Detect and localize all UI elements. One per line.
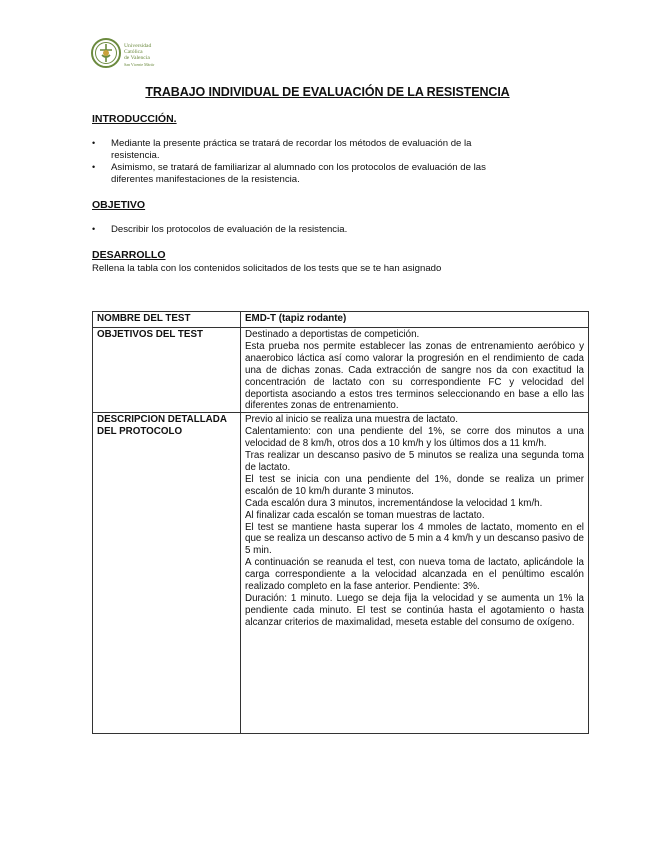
cell-paragraph: Cada escalón dura 3 minutos, incrementándose la velocidad 1 km/h.	[245, 497, 543, 509]
logo-line: San Vicente Mártir	[124, 61, 155, 67]
cell-paragraph: A continuación se reanuda el test, con nueva toma de lactato, aplicándole la carga correspondiente a la velocidad alcanzada en el penúltimo escalón realizado completo en la fase anterior. Pendiente: 3%.	[245, 557, 584, 593]
row-label: OBJETIVOS DEL TEST	[93, 328, 241, 413]
bullet-text-line: Asimismo, se tratará de familiarizar al alumnado con los protocolos de evaluación de las	[111, 162, 486, 173]
bullet-icon: •	[92, 162, 96, 172]
objective-bullet: Describir los protocolos de evaluación de la resistencia.	[111, 224, 348, 235]
bullet-text-line: resistencia.	[111, 150, 160, 161]
bullet-icon: •	[92, 224, 96, 234]
row-label: DESCRIPCION DETALLADA DEL PROTOCOLO	[93, 413, 241, 734]
cell-paragraph: Destinado a deportistas de competición.	[245, 329, 420, 340]
development-text: Rellena la tabla con los contenidos solicitados de los tests que se te han asignado	[92, 263, 442, 274]
intro-bullet-2	[111, 162, 551, 186]
university-seal-icon	[91, 38, 121, 68]
row-label: NOMBRE DEL TEST	[93, 312, 241, 328]
cell-paragraph: Esta prueba nos permite establecer las zonas de entrenamiento aeróbico y anaerobico láctica así como valorar la progresión en el rendimiento de cada una de dichas zonas. Cada extracción de sangre nos da con exactitud la concentración de lactato con su correspondiente FC y velocidad del deportista asociando a estos tres terminos seleccionando en base a ello las diferentes zonas de entrenamiento.	[245, 340, 584, 412]
table-row	[93, 312, 589, 328]
intro-bullet-1	[111, 138, 551, 162]
logo-text	[124, 43, 154, 68]
bullet-text-line: Mediante la presente práctica se tratará de recordar los métodos de evaluación de la	[111, 138, 472, 149]
test-name: EMD-T (tapiz rodante)	[241, 312, 589, 328]
table-row	[93, 328, 589, 413]
development-heading: DESARROLLO	[92, 249, 166, 261]
protocol-cell	[241, 413, 589, 734]
objectives-cell	[241, 328, 589, 413]
cell-paragraph: Al finalizar cada escalón se toman muestras de lactato.	[245, 509, 485, 521]
cell-paragraph: El test se inicia con una pendiente del 1%, donde se realiza un primer escalón de 10 km/h durante 3 minutos.	[245, 473, 584, 497]
bullet-icon: •	[92, 138, 96, 148]
bullet-text-line: diferentes manifestaciones de la resistencia.	[111, 174, 300, 185]
logo-line: Universidad	[124, 43, 152, 49]
logo-line: de Valencia	[124, 55, 150, 62]
cell-paragraph: Calentamiento: con una pendiente del 1%, se corre dos minutos a una velocidad de 8 km/h, otros dos a 10 km/h y los últimos dos a 11 km/h.	[245, 426, 584, 450]
logo-line: Católica	[124, 49, 143, 56]
test-table	[92, 311, 589, 734]
university-logo	[91, 38, 171, 72]
cell-paragraph: Previo al inicio se realiza una muestra de lactato.	[245, 414, 458, 426]
cell-paragraph: Duración: 1 minuto. Luego se deja fija la velocidad y se aumenta un 1% la pendiente cada minuto. El test se continúa hasta el agotamiento o hasta alcanzar criterios de maximalidad, meseta estable del consumo de oxígeno.	[245, 592, 584, 628]
document-title: TRABAJO INDIVIDUAL DE EVALUACIÓN DE LA RESISTENCIA	[145, 85, 510, 99]
table-row	[93, 413, 589, 734]
objective-heading: OBJETIVO	[92, 199, 146, 211]
cell-paragraph: El test se mantiene hasta superar los 4 mmoles de lactato, momento en el que se realiza un descanso activo de 5 min a 4 km/h y un descanso pasivo de 5 min.	[245, 521, 584, 557]
cell-paragraph: Tras realizar un descanso pasivo de 5 minutos se realiza una segunda toma de lactato.	[245, 450, 584, 473]
intro-heading: INTRODUCCIÓN.	[92, 113, 177, 125]
